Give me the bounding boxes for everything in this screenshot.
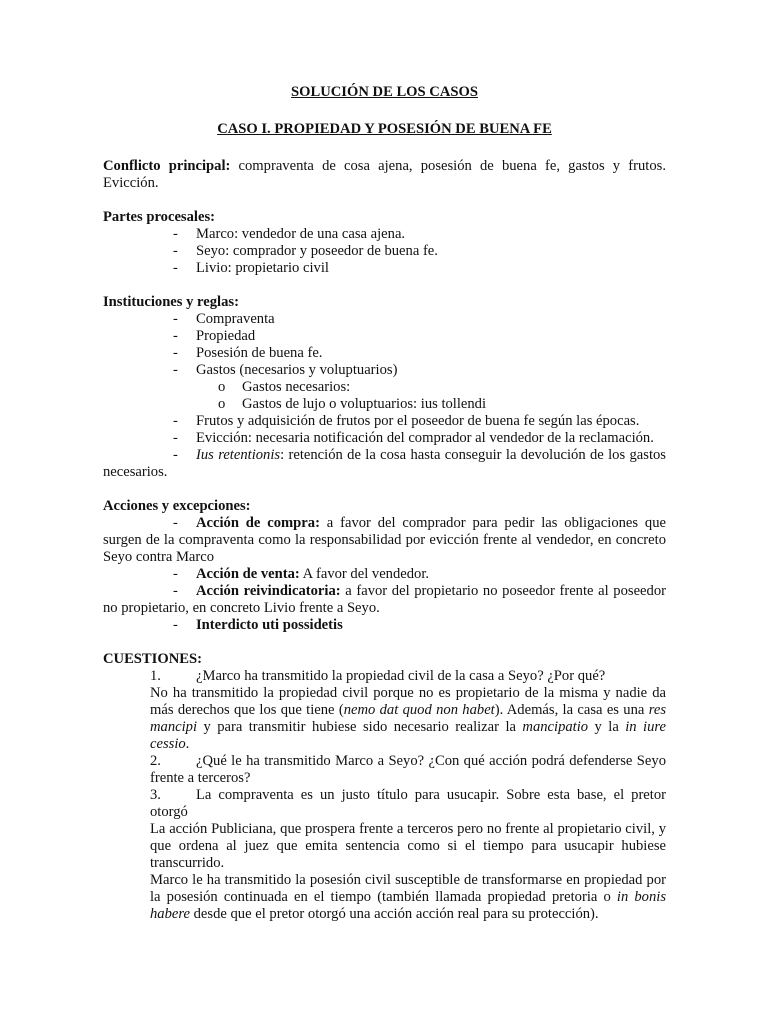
dash-marker: - — [173, 260, 178, 276]
party-text: Seyo: comprador y poseedor de buena fe. — [196, 243, 438, 259]
answer-paragraph — [103, 872, 666, 923]
question-item — [103, 753, 666, 787]
dash-marker: - — [173, 243, 178, 259]
action-label: Acción de compra: — [196, 515, 320, 531]
question-text: ¿Qué le ha transmitido Marco a Seyo? ¿Con qué acción podrá defenderse Seyo frente a terceros? — [150, 753, 666, 786]
dash-marker: - — [173, 311, 178, 327]
parties-heading: Partes procesales: — [103, 209, 215, 225]
action-label: Acción de venta: — [196, 566, 300, 582]
dash-marker: - — [173, 617, 178, 633]
question-item — [103, 787, 666, 821]
action-label: Acción reivindicatoria: — [196, 583, 341, 599]
question-text: La compraventa es un justo título para usucapir. Sobre esta base, el pretor otorgó — [150, 787, 666, 820]
dash-marker: - — [173, 362, 178, 378]
answer-paragraph: La acción Publiciana, que prospera frente a terceros pero no frente al propietario civil, y que ordena al juez que emita sentencia como si el tiempo para usucapir hubiese transcurrido. — [150, 821, 666, 871]
institution-text: Frutos y adquisición de frutos por el poseedor de buena fe según las épocas. — [196, 413, 640, 429]
answer-text: desde que el pretor otorgó una acción acción real para su protección). — [189, 906, 599, 922]
action-item — [103, 515, 666, 566]
institution-item — [103, 345, 666, 362]
party-text: Livio: propietario civil — [196, 260, 329, 276]
institution-sub-item — [103, 379, 666, 396]
institution-text: Evicción: necesaria notificación del comprador al vendedor de la reclamación. — [196, 430, 654, 446]
question-item — [103, 668, 666, 685]
institution-item-retention — [103, 447, 666, 481]
latin-term: in iure cessio — [150, 719, 667, 752]
dash-marker: - — [173, 515, 178, 531]
dash-marker: - — [173, 345, 178, 361]
action-label: Interdicto uti possidetis — [196, 617, 343, 633]
actions-heading: Acciones y excepciones: — [103, 498, 251, 514]
institution-text: Propiedad — [196, 328, 256, 344]
latin-term: mancipatio — [522, 719, 589, 735]
institutions-heading: Instituciones y reglas: — [103, 294, 239, 310]
circle-bullet: o — [218, 396, 226, 412]
party-item — [103, 260, 666, 277]
retention-term: Ius retentionis — [196, 447, 281, 463]
action-item — [103, 617, 666, 634]
answer-text: No ha transmitido la propiedad civil porque no es propietario de la misma y nadie da más derechos que los que tiene ( — [150, 685, 666, 718]
institution-item — [103, 328, 666, 345]
dash-marker: - — [173, 413, 178, 429]
action-item — [103, 566, 666, 583]
dash-marker: - — [173, 583, 178, 599]
dash-marker: - — [173, 328, 178, 344]
institution-text: Posesión de buena fe. — [196, 345, 323, 361]
action-text: a favor del propietario no poseedor frente al poseedor no propietario, en concreto Livio frente a Seyo. — [103, 583, 666, 616]
sub-item-text: Gastos de lujo o voluptuarios: ius tollendi — [242, 396, 487, 412]
circle-bullet: o — [218, 379, 226, 395]
action-text: a favor del comprador para pedir las obligaciones que surgen de la compraventa como la responsabilidad por evicción frente al vendedor, en concreto Seyo contra Marco — [103, 515, 666, 565]
institution-text: Gastos (necesarios y voluptuarios) — [196, 362, 398, 378]
institution-item-eviction — [103, 430, 666, 447]
conflict-text: compraventa de cosa ajena, posesión de buena fe, gastos y frutos. Evicción. — [103, 158, 666, 191]
latin-term: res mancipi — [150, 702, 666, 735]
document-title: SOLUCIÓN DE LOS CASOS — [291, 84, 478, 100]
answer-text: ). Además, la casa es una — [494, 702, 649, 718]
answer-paragraph — [103, 685, 666, 753]
institution-sub-item — [103, 396, 666, 413]
latin-term: in bonis habere — [150, 889, 667, 922]
institution-item — [103, 413, 666, 430]
answer-text: . — [185, 736, 190, 752]
case-title: CASO I. PROPIEDAD Y POSESIÓN DE BUENA FE — [217, 121, 552, 137]
dash-marker: - — [173, 430, 178, 446]
answer-text: y la — [588, 719, 626, 735]
document-page — [103, 84, 666, 923]
action-text: A favor del vendedor. — [299, 566, 430, 582]
question-number: 1. — [150, 668, 161, 684]
institution-item — [103, 311, 666, 328]
institution-text: Compraventa — [196, 311, 275, 327]
latin-term: nemo dat quod non habet — [343, 702, 495, 718]
conflict-label: Conflicto principal: — [103, 158, 231, 174]
institution-item — [103, 362, 666, 379]
question-number: 3. — [150, 787, 161, 803]
answer-text: Marco le ha transmitido la posesión civil susceptible de transformarse en propiedad por la posesión continuada en el tiempo (también llamada propiedad pretoria o — [150, 872, 666, 905]
dash-marker: - — [173, 226, 178, 242]
sub-item-text: Gastos necesarios: — [242, 379, 351, 395]
question-number: 2. — [150, 753, 161, 769]
party-item — [103, 226, 666, 243]
conflict-paragraph — [103, 158, 666, 192]
party-item — [103, 243, 666, 260]
question-text: ¿Marco ha transmitido la propiedad civil de la casa a Seyo? ¿Por qué? — [196, 668, 606, 684]
action-item — [103, 583, 666, 617]
institution-text: : retención de la cosa hasta conseguir la devolución de los gastos necesarios. — [103, 447, 666, 480]
questions-heading: CUESTIONES: — [103, 651, 202, 667]
answer-text: y para transmitir hubiese sido necesario realizar la — [197, 719, 523, 735]
dash-marker: - — [173, 566, 178, 582]
dash-marker: - — [173, 447, 178, 463]
party-text: Marco: vendedor de una casa ajena. — [196, 226, 406, 242]
